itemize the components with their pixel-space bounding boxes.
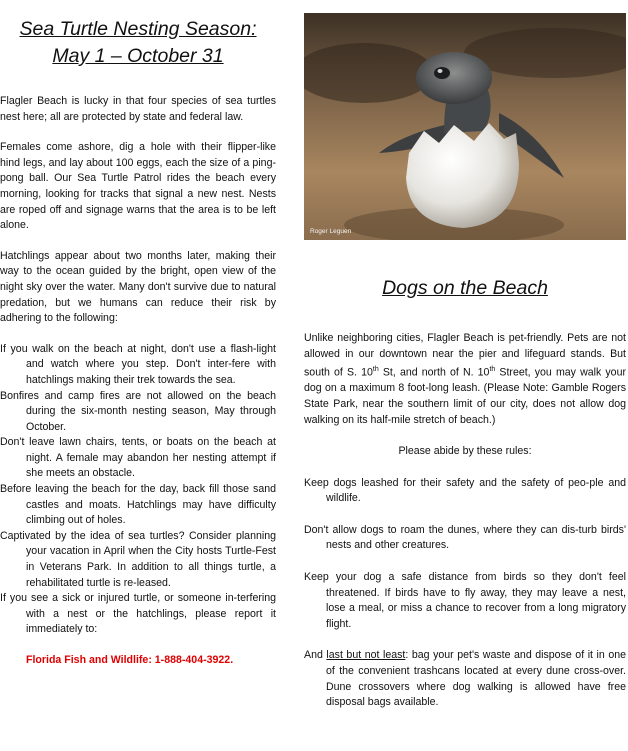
wildlife-contact: Florida Fish and Wildlife: 1-888-404-3922. xyxy=(26,654,234,666)
turtle-rule-2: Bonfires and camp fires are not allowed on the beach during the six-month nesting season, May through October. xyxy=(0,389,276,433)
turtle-rule-4: Before leaving the beach for the day, back fill those sand castles and moats. Hatchlings may have difficulty climbing out of holes. xyxy=(0,483,276,527)
turtle-section xyxy=(0,0,276,669)
dogs-intro-b: St, and north of N. 10 xyxy=(378,366,490,379)
dog-rule-1: Keep dogs leashed for their safety and the safety of peo-ple and wildlife. xyxy=(304,476,626,505)
dogs-intro-c: Street, you may walk your dog on a maximum 8 foot-long leash. (Please Note: Gamble Rogers State Park, near the southern limit of our city, does not allow dog walking on its half-mile stretch of beach.) xyxy=(304,366,626,426)
turtle-rule-5: Captivated by the idea of sea turtles? Consider planning your vacation in April when the City hosts Turtle-Fest in Veterans Park. In addition to all things turtle, a rehabilitated turtle is re-leased. xyxy=(0,529,276,589)
dogs-title: Dogs on the Beach xyxy=(382,277,548,299)
dogs-intro-sup-1: th xyxy=(372,366,379,374)
dog-rule-3: Keep your dog a safe distance from birds so they don't feel threatened. If birds have to fly away, they may leave a nest, lose a meal, or miss a chance to recover from a long migratory flight. xyxy=(304,571,626,630)
turtle-hatchling-photo xyxy=(304,13,626,240)
turtle-title-line1: Sea Turtle Nesting Season: xyxy=(19,18,257,40)
turtle-paragraph-2: Females come ashore, dig a hole with their flipper-like hind legs, and lay about 100 eggs, each the size of a ping-pong ball. Our Sea Turtle Patrol rides the beach every morning, looking for tracks that signal a new nest. Nests are roped off and signage warns that the area is to be left alone. xyxy=(0,141,276,232)
turtle-photo-image xyxy=(304,13,626,240)
turtle-rule-6: If you see a sick or injured turtle, or someone in-terfering with a nest or the hatchlings, please report it immediately to: xyxy=(0,592,276,636)
dogs-intro-sup-2: th xyxy=(489,366,496,374)
dog-rule-2: Don't allow dogs to roam the dunes, where they can dis-turb birds' nests and other creatures. xyxy=(304,523,626,552)
photo-credit: Roger Leguen xyxy=(310,228,352,235)
turtle-title xyxy=(0,16,276,70)
turtle-paragraph-1: Flagler Beach is lucky in that four species of sea turtles nest here; all are protected by state and federal law. xyxy=(0,95,276,123)
dogs-intro xyxy=(304,331,626,428)
dogs-intro-a: Unlike neighboring cities, Flagler Beach is pet-friendly. Pets are not allowed in our downtown near the pier and lifeguard stands. But south of S. 10 xyxy=(304,332,626,379)
turtle-title-line2: May 1 – October 31 xyxy=(52,45,224,67)
dogs-abide: Please abide by these rules: xyxy=(398,445,532,458)
turtle-rule-3: Don't leave lawn chairs, tents, or boats on the beach at night. A female may abandon her nesting attempt if she meets an obstacle. xyxy=(0,436,276,480)
dog-rule-4 xyxy=(304,648,626,710)
turtle-rules-list xyxy=(0,342,276,638)
turtle-paragraph-3: Hatchlings appear about two months later, making their way to the ocean guided by the bright, open view of the night sky over the water. Many don't survive due to natural predation, but we humans can reduce their risk by adhering to the following: xyxy=(0,249,276,325)
dog-rule-4-underlined: last but not least xyxy=(326,649,406,662)
dog-rule-4-rest: : bag your pet's waste and dispose of it in one of the convenient trashcans located at every dune cross-over. Dune crossovers where dog walking is allowed have free disposal bags available. xyxy=(326,649,626,709)
dogs-section xyxy=(304,331,626,711)
dog-rule-4-prefix: And xyxy=(304,649,327,662)
turtle-rule-1: If you walk on the beach at night, don't use a flash-light and watch where you step. Don't inter-fere with hatchlings making their trek towards the sea. xyxy=(0,342,276,386)
